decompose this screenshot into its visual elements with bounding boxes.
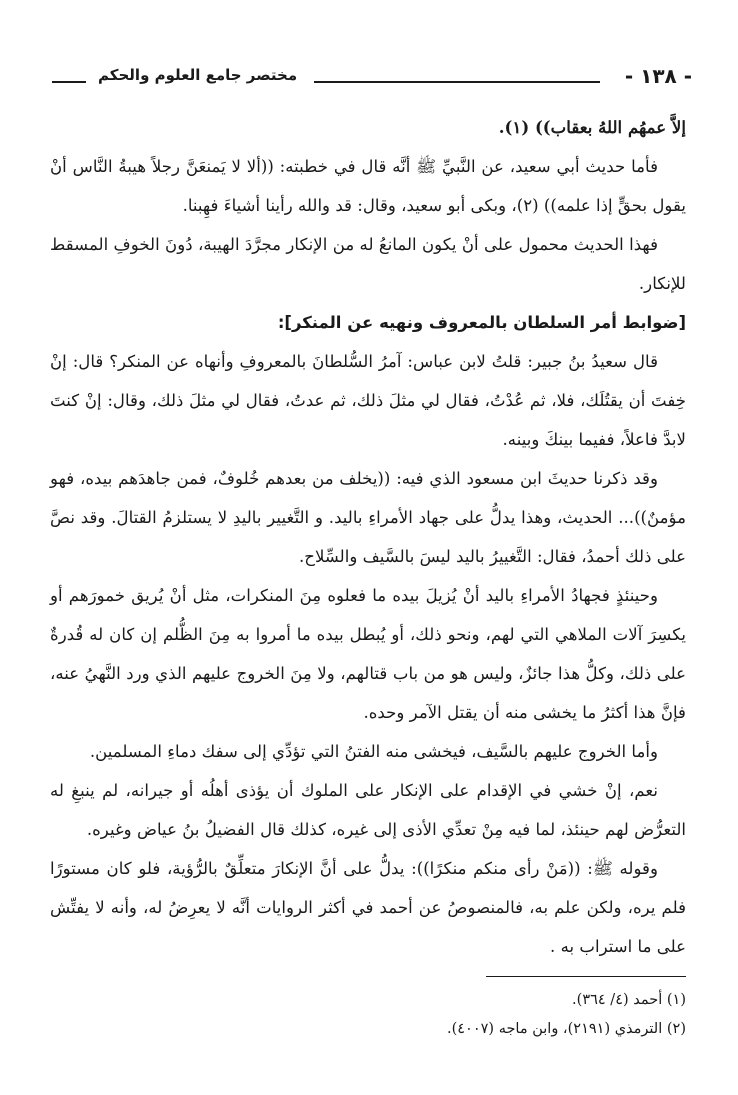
page-number: - ١٣٨ - bbox=[624, 64, 692, 88]
paragraph: فهذا الحديث محمول على أنْ يكون المانعُ له من الإنكار مجرَّدَ الهيبة، دُونَ الخوفِ المسقط للإنكار. bbox=[50, 235, 686, 293]
book-title: مختصر جامع العلوم والحكم bbox=[98, 66, 298, 84]
paragraph: نعم، إنْ خشي في الإقدام على الإنكار على الملوك أن يؤذى أهلُه أو جيرانه، لم ينبغِ له التعرُّض لهم حينئذ، لما فيه مِنْ تعدِّي الأذى إلى غيره، كذلك قال الفضيلُ بنُ عياض وغيره. bbox=[50, 781, 686, 839]
paragraph: إلاَّ عمهُم اللهُ بعقاب)) (١). bbox=[498, 117, 686, 137]
header-rule bbox=[314, 81, 600, 83]
paragraph: وقوله ﷺ: ((مَنْ رأى منكم منكرًا)): يدلُّ على أنَّ الإنكارَ متعلِّقٌ بالرُّؤية، فلو كان مستورًا فلم يره، ولكن علم به، فالمنصوصُ عن أحمد في أكثر الروايات أنَّه لا يعرِضُ له، وأنه لا يفتِّش على ما استراب به . bbox=[50, 859, 686, 956]
footnotes bbox=[50, 986, 686, 1044]
section-heading: [ضوابط أمر السلطان بالمعروف ونهيه عن المنكر]: bbox=[277, 313, 686, 332]
footnote: (١) أحمد (٤/ ٣٦٤). bbox=[572, 992, 686, 1008]
paragraph: وحينئذٍ فجهادُ الأمراءِ باليد أنْ يُزيلَ بيده ما فعلوه مِنَ المنكرات، مثل أنْ يُريق خمورَهم أو يكسِرَ آلات الملاهي التي لهم، ونحو ذلك، أو يُبطل بيده ما أمروا به مِنَ الظُّلم إن كان له قُدرةٌ على ذلك، وكلُّ هذا جائزٌ، وليس هو من باب قتالهم، ولا مِنَ الخروج عليهم الذي ورد النَّهيُ عنه، فإنَّ هذا أكثرُ ما يخشى منه أن يقتل الآمر وحده. bbox=[50, 586, 686, 722]
footnote: (٢) الترمذي (٢١٩١)، وابن ماجه (٤٠٠٧). bbox=[446, 1021, 686, 1037]
footnote-separator bbox=[486, 976, 686, 977]
paragraph: فأما حديث أبي سعيد، عن النَّبيِّ ﷺ أنَّه قال في خطبته: ((ألا لا يَمنعَنَّ رجلاً هيبةُ النَّاس أنْ يقول بحقٍّ إذا علمه)) (٢)، وبكى أبو سعيد، وقال: قد والله رأينا أشياءَ فهِبنا. bbox=[50, 157, 686, 215]
page-header bbox=[52, 62, 692, 98]
paragraph: وأما الخروج عليهم بالسَّيف، فيخشى منه الفتنُ التي تؤدِّي إلى سفك دماءِ المسلمين. bbox=[89, 742, 658, 761]
paragraph: قال سعيدُ بنُ جبير: قلتُ لابن عباس: آمرُ السُّلطانَ بالمعروفِ وأنهاه عن المنكر؟ قال: إنْ خِفتَ أن يقتُلَك، فلا، ثم عُدْتُ، فقال لي مثلَ ذلك، ثم عدتُ، فقال لي مثلَ ذلك، وقال: إنْ كنتَ لابدَّ فاعلاً، ففيما بينكَ وبينه. bbox=[50, 352, 686, 449]
paragraph: وقد ذكرنا حديثَ ابن مسعود الذي فيه: ((يخلف من بعدهم خُلوفٌ، فمن جاهدَهم بيده، فهو مؤمنٌ))... الحديث، وهذا يدلُّ على جهاد الأمراءِ باليد. و التَّغيير باليدِ لا يستلزمُ القتالَ. وقد نصَّ على ذلك أحمدُ، فقال: التَّغييرُ باليد ليسَ بالسَّيف والسِّلاح. bbox=[50, 469, 686, 566]
page-body bbox=[50, 108, 686, 966]
header-rule-end bbox=[52, 81, 86, 83]
